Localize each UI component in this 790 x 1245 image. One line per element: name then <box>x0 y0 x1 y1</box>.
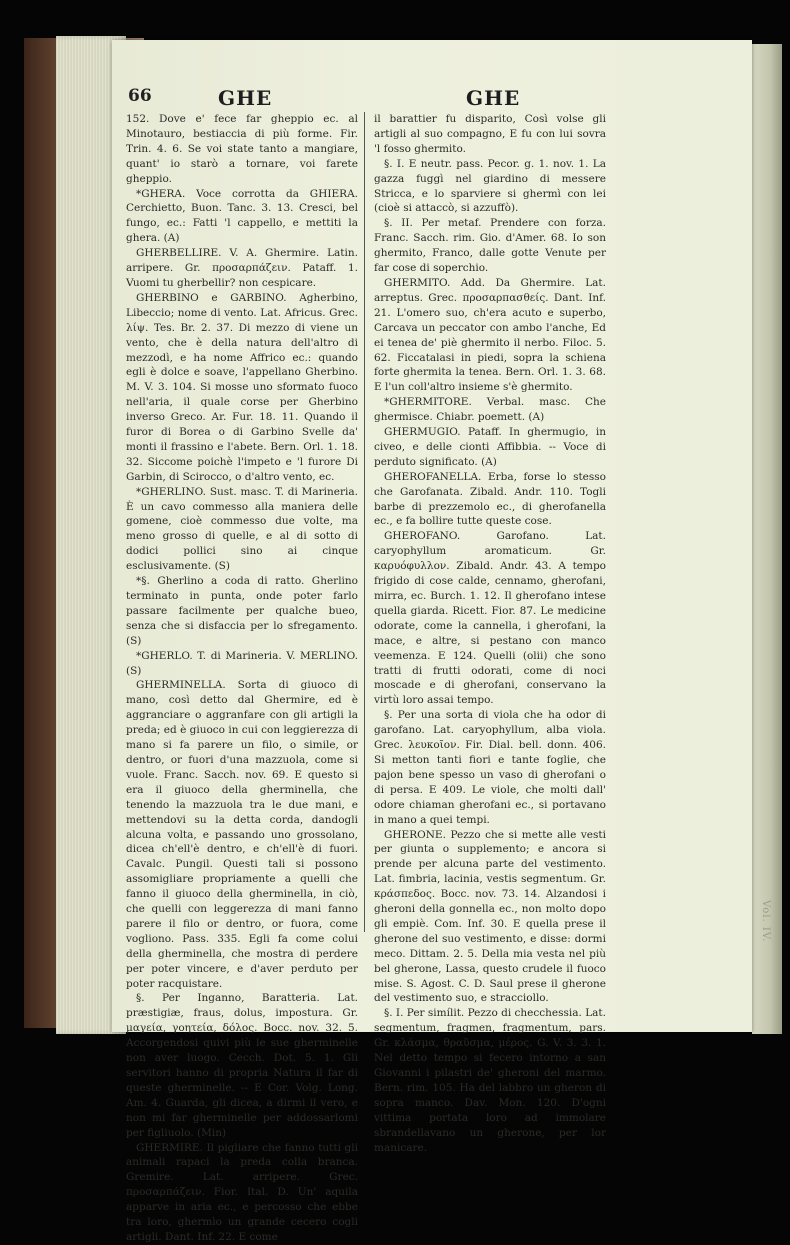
dictionary-entry: GHEROFANELLA. Erba, forse lo stesso che Garofanata. Zibald. Andr. 110. Togli barbe di prezzemolo ec., di gherofanella ec., e fa bollire tutte queste cose. <box>374 470 606 528</box>
dictionary-entry: GHERBELLIRE. V. A. Ghermire. Latin. arripere. Gr. προσαρπάζειν. Pataff. 1. Vuomi tu gherbellir? non cespicare. <box>126 247 358 289</box>
dictionary-entry: GHEROFANO. Garofano. Lat. caryophyllum aromaticum. Gr. καρυόφυλλον. Zibald. Andr. 43. A tempo frigido di cose calde, cennamo, gherofani, mirra, ec. Burch. 1. 12. Il gherofano intese quella giarda. Ricett. Fior. 87. Le medicine odorate, come la cannella, i gherofani, la mace, e altre, si pestano con manco veemenza. E 124. Quelli (olii) che sono tratti di frutti odorati, come di noci moscade e di gherofani, conservano la virtù loro assai tempo. <box>374 530 606 707</box>
dictionary-entry: *§. Gherlino a coda di ratto. Gherlino terminato in punta, onde poter farlo passare facilmente per qualche bueo, senza che si disfaccia per lo sfregamento. (S) <box>126 575 358 647</box>
dictionary-entry: GHERBINO e GARBINO. Agherbino, Libeccio; nome di vento. Lat. Africus. Grec. λίψ. Tes. Br. 2. 37. Di mezzo di viene un vento, che è della natura dell'altro di mezzodì, e ha nome Affrico ec.: quando egli è dolce e soave, l'appellano Gherbino. M. V. 3. 104. Si mosse uno sformato fuoco nell'aria, il quale corse per Gherbino inverso Greco. Ar. Fur. 18. 11. Quando il furor di Borea o di Garbino Svelle da' monti il frassino e l'abete. Bern. Orl. 1. 18. 32. Siccome poichè l'impeto e 'l furore Di Garbin, di Scirocco, o d'altro vento, ec. <box>126 291 358 483</box>
running-head-left: GHE <box>218 86 273 110</box>
dictionary-entry: §. I. E neutr. pass. Pecor. g. 1. nov. 1. La gazza fuggì nel giardino di messere Stricca, e lo sparviere si ghermì con lei (cioè si attaccò, si azzuffò). <box>374 157 606 215</box>
left-column <box>126 112 358 1243</box>
page-number: 66 <box>128 86 152 106</box>
dictionary-entry: GHERMIRE. Il pigliare che fanno tutti gli animali rapaci la preda colla branca. Gremire. Lat. arripere. Grec. προσαρπάζειν. Fior. Ital. D. Un' aquila apparve in aria ec., e percosso che ebbe tra loro, ghermìo un grande cecero cogli artigli. Dant. Inf. 22. E come <box>126 1141 358 1243</box>
dictionary-entry: §. Per Inganno, Baratteria. Lat. præstigiæ, fraus, dolus, impostura. Gr. μαγεία, γοητεία, δόλος. Bocc. nov. 32. 5. Accorgendosi quivi più le sue gherminelle non aver luogo. Cecch. Dot. 5. 1. Gli servitori hanno di propria Natura il far di queste gherminelle. -- E Cor. Volg. Long. Am. 4. Guarda, gli dicea, a dirmi il vero, e non mi far gherminelle per addossarlomi per figliuolo. (Min) <box>126 992 358 1139</box>
spine-label: Vol. IV. <box>760 900 771 943</box>
column-divider <box>364 112 365 932</box>
dictionary-entry: 152. Dove e' fece far gheppio ec. al Minotauro, bestiaccia di più forme. Fir. Trin. 4. 6. Se voi state tanto a mangiare, quant' io starò a tornare, voi farete gheppio. <box>126 113 358 185</box>
dictionary-entry: *GHERLO. T. di Marineria. V. MERLINO. (S) <box>126 649 358 677</box>
dictionary-entry: GHERMINELLA. Sorta di giuoco di mano, così detto dal Ghermire, ed è aggranciare o aggranfare con gli artigli la preda; ed è giuoco in cui con leggierezza di mano si fa parere un filo, o simile, or dentro, or fuori d'una mazzuola, come si vuole. Franc. Sacch. nov. 69. E questo si era il giuoco della gherminella, che tenendo la mazzuola tra le due mani, e mettendovi su la detta corda, dandogli alcuna volta, e passando uno grossolano, dicea ch'ell'è dentro, e ch'ell'è di fuori. Cavalc. Pungil. Questi tali si possono assomigliare propriamente a quelli che fanno il giuoco della gherminella, in ciò, che quelli con leggerezza di mani fanno parere il filo or dentro, or fuora, come vogliono. Pass. 335. Egli fa come colui della gherminella, che mostra di perdere per poter vincere, e d'aver perduto per poter racquistare. <box>126 679 358 990</box>
dictionary-entry: *GHERMITORE. Verbal. masc. Che ghermisce. Chiabr. poemett. (A) <box>374 396 606 424</box>
dictionary-entry: il barattier fu disparito, Così volse gli artigli al suo compagno, E fu con lui sovra 'l fosso ghermito. <box>374 113 606 155</box>
dictionary-entry: GHERMUGIO. Pataff. In ghermugio, in civeo, e delle cionti Affibbia. -- Voce di perduto significato. (A) <box>374 426 606 468</box>
running-head-right: GHE <box>466 86 521 110</box>
dictionary-entry: §. Per una sorta di viola che ha odor di garofano. Lat. caryophyllum, alba viola. Grec. λευκοῖον. Fir. Dial. bell. donn. 406. Si metton tanti fiori e tante foglie, che pajon bene spesso un vaso di gherofani o di persa. E 409. Le viole, che molti dall' odore chiaman gherofani ec., si portavano in mano a quei tempi. <box>374 709 606 826</box>
dictionary-entry: §. I. Per simílit. Pezzo di checchessia. Lat. segmentum, fragmen, fragmentum, pars. Gr. κλάσμα, θραῦσμα, μέρος. G. V. 3. 3. 1. Nel detto tempo si fecero intorno a san Giovanni i pilastri de' gheroni del marmo. Bern. rim. 105. Ha del labbro un gheron di sopra manco. Dav. Mon. 120. D'ogni vittima portata loro ad immolare sbrandellavano un gherone, per lor manicare. <box>374 1007 606 1154</box>
dictionary-entry: GHERMITO. Add. Da Ghermire. Lat. arreptus. Grec. προσαρπασθείς. Dant. Inf. 21. L'omero suo, ch'era acuto e superbo, Carcava un peccator con ambo l'anche, Ed ei tenea de' piè ghermito il nerbo. Filoc. 5. 62. Ficcatalasi in piedi, sopra la schiena forte ghermita la tenea. Bern. Orl. 1. 3. 68. E l'un coll'altro insieme s'è ghermito. <box>374 276 606 394</box>
dictionary-entry: *GHERA. Voce corrotta da GHIERA. Cerchietto, Buon. Tanc. 3. 13. Cresci, bel fungo, ec.: Fatti 'l cappello, e mettiti la ghera. (A) <box>126 187 358 245</box>
facing-page-edge <box>752 44 782 1034</box>
dictionary-entry: *GHERLINO. Sust. masc. T. di Marineria. È un cavo commesso alla maniera delle gomene, cioè commesso due volte, ma meno grosso di quelle, e al di sotto di dodici pollici sino ai cinque esclusivamente. (S) <box>126 485 358 573</box>
dictionary-entry: §. II. Per metaf. Prendere con forza. Franc. Sacch. rim. Gio. d'Amer. 68. Io son ghermito, Franco, dalle gotte Venute per far cose di soperchio. <box>374 217 606 275</box>
dictionary-entry: GHERONE. Pezzo che si mette alle vesti per giunta o supplemento; e ancora si prende per alcuna parte del vestimento. Lat. fimbria, lacinia, vestis segmentum. Gr. κράσπεδος. Bocc. nov. 73. 14. Alzandosi i gheroni della gonnella ec., non molto dopo gli empiè. Com. Inf. 30. E quella prese il gherone del suo vestimento, e disse: dormi meco. Dittam. 2. 5. Della mia vesta nel più bel gherone, Lassa, questo crudele il fuoco mise. S. Agost. C. D. Saul prese il gherone del vestimento suo, e stracciollo. <box>374 828 606 1005</box>
right-column <box>374 112 606 1154</box>
